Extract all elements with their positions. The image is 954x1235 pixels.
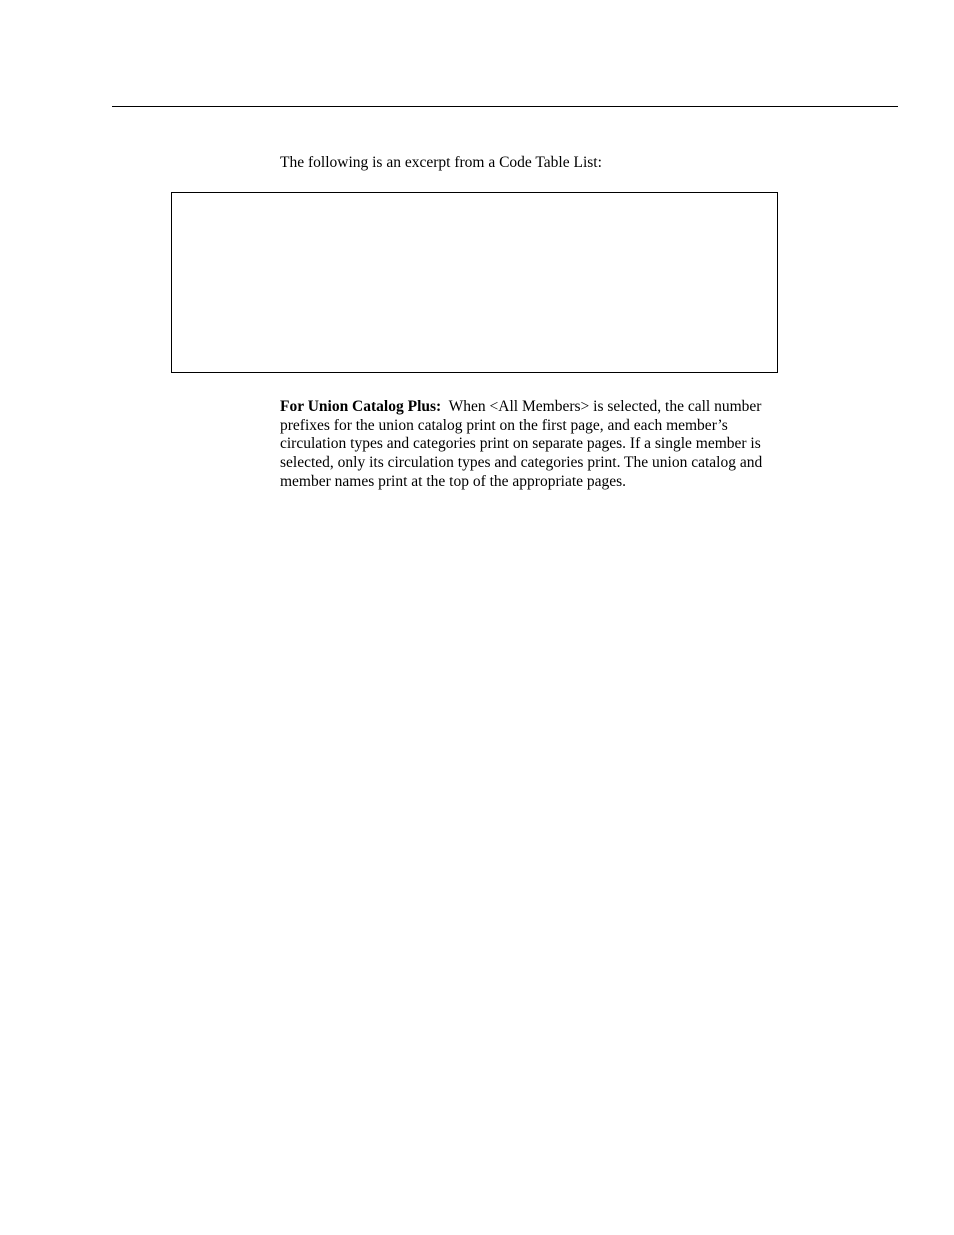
note-line-3: circulation types and categories print on separate pages. If a single member is xyxy=(280,435,761,453)
note-line-1 xyxy=(280,398,825,417)
header-rule xyxy=(112,106,898,107)
union-catalog-note xyxy=(280,398,825,492)
note-line-5: member names print at the top of the appropriate pages. xyxy=(280,472,627,490)
intro-paragraph: The following is an excerpt from a Code Table List: xyxy=(280,154,602,171)
note-line-2: prefixes for the union catalog print on the first page, and each member’s xyxy=(280,416,728,434)
note-line-4: selected, only its circulation types and categories print. The union catalog and xyxy=(280,454,763,472)
code-table-excerpt-box xyxy=(171,192,778,373)
note-label: For Union Catalog Plus: xyxy=(280,398,442,415)
note-text-1: When <All Members> is selected, the call number xyxy=(448,398,762,415)
